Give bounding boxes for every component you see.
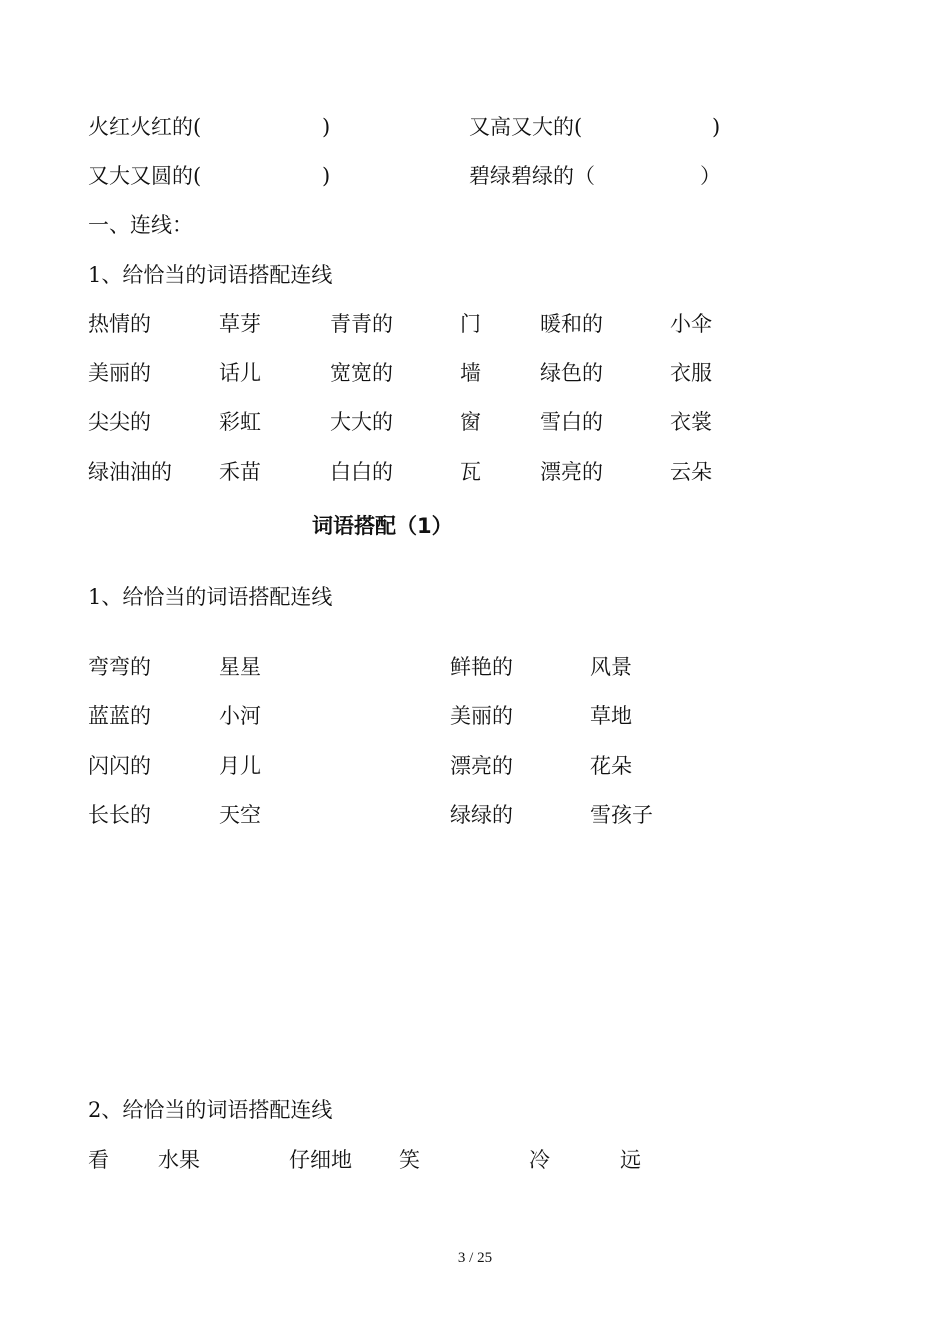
word-b-r1-c0: 蓝蓝的 [88, 704, 151, 728]
word-a-r0-c1: 草芽 [219, 312, 261, 336]
word-b-r2-c0: 闪闪的 [88, 754, 151, 778]
word-b-r3-c1: 天空 [219, 803, 261, 827]
word-a-r1-c1: 话儿 [219, 361, 261, 385]
word-b-r1-c1: 小河 [219, 704, 261, 728]
word-b-r3-c2: 绿绿的 [450, 803, 513, 827]
fill-blank-4-close: ） [700, 164, 721, 188]
word-c-4: 冷 [529, 1148, 550, 1172]
word-b-r1-c2: 美丽的 [450, 704, 513, 728]
word-b-r0-c2: 鲜艳的 [450, 655, 513, 679]
word-c-3: 笑 [399, 1148, 420, 1172]
word-a-r2-c3: 窗 [460, 410, 481, 434]
exercise-c-instruction: 2、给恰当的词语搭配连线 [88, 1098, 333, 1122]
fill-blank-2-close: ) [712, 115, 721, 139]
section-heading: 一、连线： [88, 213, 193, 237]
exercise-a-instruction: 1、给恰当的词语搭配连线 [88, 263, 333, 287]
word-a-r0-c2: 青青的 [330, 312, 393, 336]
fill-blank-1-label: 火红火红的( [88, 115, 202, 139]
worksheet-title: 词语搭配（1） [312, 514, 453, 538]
fill-blank-1-close: ) [322, 115, 331, 139]
word-a-r2-c1: 彩虹 [219, 410, 261, 434]
word-a-r2-c2: 大大的 [330, 410, 393, 434]
word-a-r0-c0: 热情的 [88, 312, 151, 336]
word-b-r3-c0: 长长的 [88, 803, 151, 827]
fill-blank-4-label: 碧绿碧绿的（ [469, 164, 595, 188]
word-b-r2-c2: 漂亮的 [450, 754, 513, 778]
word-b-r1-c3: 草地 [590, 704, 632, 728]
word-b-r2-c1: 月儿 [219, 754, 261, 778]
word-a-r0-c4: 暖和的 [540, 312, 603, 336]
word-a-r3-c2: 白白的 [330, 460, 393, 484]
word-a-r1-c0: 美丽的 [88, 361, 151, 385]
word-a-r1-c5: 衣服 [670, 361, 712, 385]
word-a-r3-c1: 禾苗 [219, 460, 261, 484]
word-c-1: 水果 [158, 1148, 200, 1172]
word-b-r3-c3: 雪孩子 [590, 803, 653, 827]
word-a-r3-c4: 漂亮的 [540, 460, 603, 484]
word-a-r1-c2: 宽宽的 [330, 361, 393, 385]
word-b-r0-c1: 星星 [219, 655, 261, 679]
word-a-r1-c4: 绿色的 [540, 361, 603, 385]
fill-blank-2-label: 又高又大的( [469, 115, 583, 139]
word-b-r0-c3: 风景 [590, 655, 632, 679]
word-a-r0-c3: 门 [460, 312, 481, 336]
word-c-2: 仔细地 [289, 1148, 352, 1172]
fill-blank-3-close: ) [322, 164, 331, 188]
word-a-r2-c4: 雪白的 [540, 410, 603, 434]
word-a-r2-c0: 尖尖的 [88, 410, 151, 434]
word-a-r2-c5: 衣裳 [670, 410, 712, 434]
word-c-5: 远 [620, 1148, 641, 1172]
word-a-r3-c5: 云朵 [670, 460, 712, 484]
word-a-r0-c5: 小伞 [670, 312, 712, 336]
word-a-r3-c0: 绿油油的 [88, 460, 172, 484]
word-a-r1-c3: 墙 [460, 361, 481, 385]
word-b-r0-c0: 弯弯的 [88, 655, 151, 679]
fill-blank-3-label: 又大又圆的( [88, 164, 202, 188]
page-number: 3 / 25 [457, 1250, 493, 1266]
word-a-r3-c3: 瓦 [460, 460, 481, 484]
word-b-r2-c3: 花朵 [590, 754, 632, 778]
word-c-0: 看 [88, 1148, 109, 1172]
exercise-b-instruction: 1、给恰当的词语搭配连线 [88, 585, 333, 609]
